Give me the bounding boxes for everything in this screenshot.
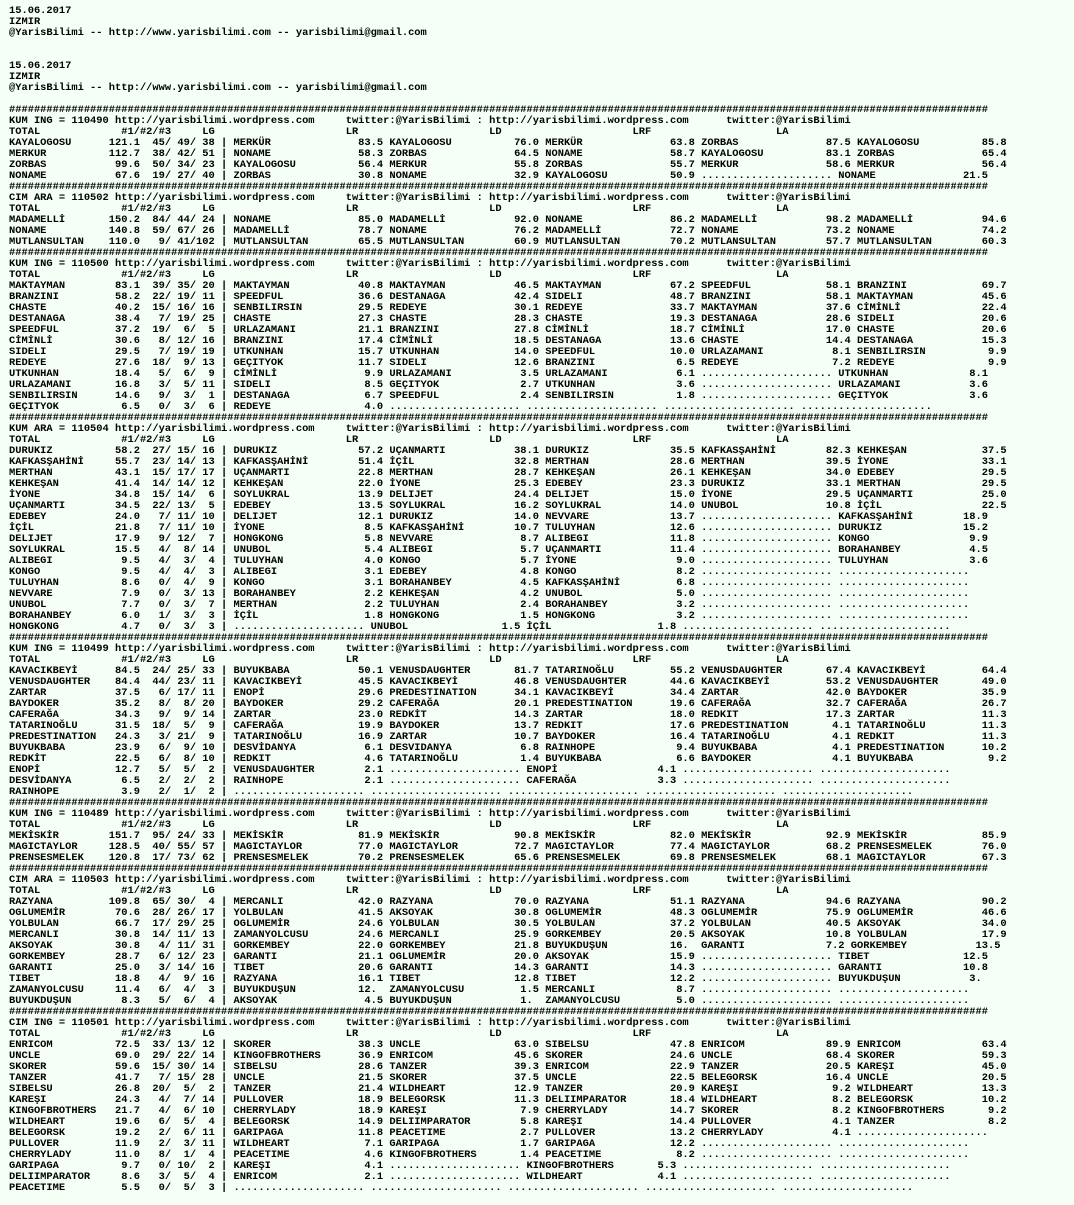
table-row: GARIPAGA 9.7 0/ 10/ 2 | KAREŞI 4.1 ..................... KINGOFBROTHERS 5.3 ..................... .....................	[9, 1160, 951, 1172]
table-row: SOYLUKRAL 15.5 4/ 8/ 14 | UNUBOL 5.4 ALIBEGI 5.7 UÇANMARTI 11.4 ..................... BORAHANBEY 4.5	[9, 544, 988, 556]
table-row: SENBILIRSIN 14.6 9/ 3/ 1 | DESTANAGA 6.7 SPEEDFUL 2.4 SENBILIRSIN 1.8 ..................... GEÇITYOK 3.6	[9, 390, 988, 402]
race-header: KUM ING = 110500 http://yarisbilimi.wordpress.com twitter:@YarisBilimi : http://yarisbilimi.wordpress.com twitter:@YarisBilimi	[9, 258, 851, 270]
section-separator: #############################################################################################################################################################	[9, 797, 988, 809]
table-row: HONGKONG 4.7 0/ 3/ 3 | ..................... UNUBOL 1.5 İÇİL 1.8 ..................... .....................	[9, 621, 951, 633]
table-row: PULLOVER 11.9 2/ 3/ 11 | WILDHEART 7.1 GARIPAGA 1.7 GARIPAGA 12.2 ..................... .....................	[9, 1138, 970, 1150]
table-row: UÇANMARTI 34.5 22/ 13/ 5 | EDEBEY 13.5 SOYLUKRAL 16.2 SOYLUKRAL 14.0 UNUBOL 10.8 İÇİL 22.5	[9, 500, 1007, 512]
table-row: DESVİDANYA 6.5 2/ 2/ 2 | RAINHOPE 2.1 ..................... CAFERAĞA 3.3 ..................... .....................	[9, 775, 951, 787]
table-row: PEACETIME 5.5 0/ 5/ 3 | ..................... ..................... ..................... ..................... .....................	[9, 1182, 914, 1194]
table-row: GORKEMBEY 28.7 6/ 12/ 23 | GARANTI 21.1 OGLUMEMİR 20.0 AKSOYAK 15.9 ..................... TIBET 12.5	[9, 951, 988, 963]
table-row: REDEYE 27.6 18/ 9/ 13 | GEÇITYOK 11.7 SIDELI 12.6 BRANZINI 6.5 REDEYE 7.2 REDEYE 9.9	[9, 357, 1007, 369]
table-row: MUTLANSULTAN 110.0 9/ 41/102 | MUTLANSULTAN 65.5 MUTLANSULTAN 60.9 MUTLANSULTAN 70.2 MUTLANSULTAN 57.7 MUTLANSULTAN 60.3	[9, 236, 1007, 248]
table-row: RAINHOPE 3.9 2/ 1/ 2 | ..................... ..................... ..................... ..................... .....................	[9, 786, 914, 798]
table-row: VENUSDAUGHTER 84.4 44/ 23/ 11 | KAVACIKBEYİ 45.5 KAVACIKBEYİ 46.8 VENUSDAUGHTER 44.6 KAVACIKBEYİ 53.2 VENUSDAUGHTER 49.0	[9, 676, 1007, 688]
table-row: EDEBEY 24.0 7/ 11/ 10 | DELIJET 12.1 DURUKIZ 14.0 NEVVARE 13.7 ..................... KAFKASŞAHİNİ 18.9	[9, 511, 988, 523]
text-line: IZMIR	[9, 71, 41, 83]
table-row: PRENSESMELEK 120.8 17/ 73/ 62 | PRENSESMELEK 70.2 PRENSESMELEK 65.6 PRENSESMELEK 69.8 PRENSESMELEK 68.1 MAGICTAYLOR 67.3	[9, 852, 1007, 864]
section-separator: #############################################################################################################################################################	[9, 863, 988, 875]
text-line: @YarisBilimi -- http://www.yarisbilimi.com -- yarisbilimi@gmail.com	[9, 82, 427, 94]
text-line	[9, 50, 1074, 61]
section-separator: #############################################################################################################################################################	[9, 181, 988, 193]
table-row: SKORER 59.6 15/ 30/ 14 | SIBELSU 28.6 TANZER 39.3 ENRICOM 22.9 TANZER 20.5 KAREŞI 45.0	[9, 1061, 1007, 1073]
table-row: BUYUKDUŞUN 8.3 5/ 6/ 4 | AKSOYAK 4.5 BUYUKDUŞUN 1. ZAMANYOLCUSU 5.0 ..................... .....................	[9, 995, 970, 1007]
table-row: TANZER 41.7 7/ 15/ 28 | UNCLE 21.5 SKORER 37.5 UNCLE 22.5 BELEGORSK 16.4 UNCLE 20.5	[9, 1072, 1007, 1084]
table-row: ENOPİ 12.7 5/ 5/ 2 | VENUSDAUGHTER 2.1 ..................... ENOPİ 4.1 ..................... .....................	[9, 764, 951, 776]
table-row: KAREŞI 24.3 4/ 7/ 14 | PULLOVER 18.9 BELEGORSK 11.3 DELIIMPARATOR 18.4 WILDHEART 8.2 BELEGORSK 10.2	[9, 1094, 1007, 1106]
race-header: CIM ING = 110501 http://yarisbilimi.wordpress.com twitter:@YarisBilimi : http://yarisbilimi.wordpress.com twitter:@YarisBilimi	[9, 1017, 851, 1029]
table-row: CHERRYLADY 11.0 8/ 1/ 4 | PEACETIME 4.6 KINGOFBROTHERS 1.4 PEACETIME 8.2 ..................... .....................	[9, 1149, 970, 1161]
table-row: BRANZINI 58.2 22/ 19/ 11 | SPEEDFUL 36.6 DESTANAGA 42.4 SIDELI 48.7 BRANZINI 58.1 MAKTAYMAN 45.6	[9, 291, 1007, 303]
table-row: CAFERAĞA 34.3 9/ 9/ 14 | ZARTAR 23.0 REDKİT 14.3 ZARTAR 18.0 REDKIT 17.3 ZARTAR 11.3	[9, 709, 1007, 721]
section-separator: #############################################################################################################################################################	[9, 632, 988, 644]
text-line: 15.06.2017	[9, 60, 72, 72]
table-row: ZARTAR 37.5 6/ 17/ 11 | ENOPİ 29.6 PREDESTINATION 34.1 KAVACIKBEYİ 34.4 ZARTAR 42.0 BAYDOKER 35.9	[9, 687, 1007, 699]
table-row: KINGOFBROTHERS 21.7 4/ 6/ 10 | CHERRYLADY 18.9 KAREŞI 7.9 CHERRYLADY 14.7 SKORER 8.2 KINGOFBROTHERS 9.2	[9, 1105, 1007, 1117]
section-separator: #############################################################################################################################################################	[9, 104, 988, 116]
table-row: KAYALOGOSU 121.1 45/ 49/ 38 | MERKÜR 83.5 KAYALOGOSU 76.0 MERKÜR 63.8 ZORBAS 87.5 KAYALOGOSU 85.8	[9, 137, 1007, 149]
table-row: MAKTAYMAN 83.1 39/ 35/ 20 | MAKTAYMAN 40.8 MAKTAYMAN 46.5 MAKTAYMAN 67.2 SPEEDFUL 58.1 BRANZINI 69.7	[9, 280, 1007, 292]
column-header: TOTAL #1/#2/#3 LG LR LD LRF LA	[9, 269, 789, 281]
table-row: DELIJET 17.9 9/ 12/ 7 | HONGKONG 5.8 NEVVARE 8.7 ALIBEGI 11.8 ..................... KONGO 9.9	[9, 533, 988, 545]
table-row: RAZYANA 109.8 65/ 30/ 4 | MERCANLI 42.0 RAZYANA 70.0 RAZYANA 51.1 RAZYANA 94.6 RAZYANA 90.2	[9, 896, 1007, 908]
table-row: ENRICOM 72.5 33/ 13/ 12 | SKORER 38.3 UNCLE 63.0 SIBELSU 47.8 ENRICOM 89.9 ENRICOM 63.4	[9, 1039, 1007, 1051]
table-row: MERKUR 112.7 38/ 42/ 51 | NONAME 58.3 ZORBAS 64.5 NONAME 58.7 KAYALOGOSU 83.1 ZORBAS 65.4	[9, 148, 1007, 160]
table-row: MADAMELLİ 150.2 84/ 44/ 24 | NONAME 85.0 MADAMELLİ 92.0 NONAME 86.2 MADAMELLİ 98.2 MADAMELLİ 94.6	[9, 214, 1007, 226]
table-row: UTKUNHAN 18.4 5/ 6/ 9 | CİMİNLİ 9.9 URLAZAMANI 3.5 URLAZAMANI 6.1 ..................... UTKUNHAN 8.1	[9, 368, 988, 380]
table-row: CHASTE 40.2 15/ 16/ 16 | SENBILIRSIN 29.5 REDEYE 30.1 REDEYE 33.7 MAKTAYMAN 37.6 CİMİNLİ 22.4	[9, 302, 1007, 314]
table-row: ZAMANYOLCUSU 11.4 6/ 4/ 3 | BUYUKDUŞUN 12. ZAMANYOLCUSU 1.5 MERCANLI 8.7 ..................... .....................	[9, 984, 970, 996]
table-row: BUYUKBABA 23.9 6/ 9/ 10 | DESVİDANYA 6.1 DESVIDANYA 6.8 RAINHOPE 9.4 BUYUKBABA 4.1 PREDESTINATION 10.2	[9, 742, 1007, 754]
table-row: NEVVARE 7.9 0/ 3/ 13 | BORAHANBEY 2.2 KEHKEŞAN 4.2 UNUBOL 5.0 ..................... .....................	[9, 588, 970, 600]
table-row: TULUYHAN 8.6 0/ 4/ 9 | KONGO 3.1 BORAHANBEY 4.5 KAFKASŞAHİNİ 6.8 ..................... .....................	[9, 577, 970, 589]
table-row: MERTHAN 43.1 15/ 17/ 17 | UÇANMARTI 22.8 MERTHAN 28.7 KEHKEŞAN 26.1 KEHKEŞAN 34.0 EDEBEY 29.5	[9, 467, 1007, 479]
text-line: IZMIR	[9, 16, 41, 28]
table-row: BORAHANBEY 6.0 1/ 3/ 3 | İÇİL 1.8 HONGKONG 1.5 HONGKONG 3.2 ..................... .....................	[9, 610, 970, 622]
column-header: TOTAL #1/#2/#3 LG LR LD LRF LA	[9, 203, 789, 215]
table-row: NONAME 140.8 59/ 67/ 26 | MADAMELLİ 78.7 NONAME 76.2 MADAMELLİ 72.7 NONAME 73.2 NONAME 74.2	[9, 225, 1007, 237]
table-row: UNUBOL 7.7 0/ 3/ 7 | MERTHAN 2.2 TULUYHAN 2.4 BORAHANBEY 3.2 ..................... .....................	[9, 599, 970, 611]
section-separator: #############################################################################################################################################################	[9, 247, 988, 259]
table-row: YOLBULAN 66.7 17/ 29/ 25 | OGLUMEMİR 24.6 YOLBULAN 30.5 YOLBULAN 37.2 YOLBULAN 40.5 AKSOYAK 34.0	[9, 918, 1007, 930]
table-row: WILDHEART 19.6 6/ 5/ 4 | BELEGORSK 14.9 DELIIMPARATOR 5.8 KAREŞI 14.4 PULLOVER 4.1 TANZER 8.2	[9, 1116, 1007, 1128]
race-header: KUM ING = 110489 http://yarisbilimi.wordpress.com twitter:@YarisBilimi : http://yarisbilimi.wordpress.com twitter:@YarisBilimi	[9, 808, 851, 820]
table-row: DURUKIZ 58.2 27/ 15/ 16 | DURUKIZ 57.2 UÇANMARTI 38.1 DURUKIZ 35.5 KAFKASŞAHİNİ 82.3 KEHKEŞAN 37.5	[9, 445, 1007, 457]
column-header: TOTAL #1/#2/#3 LG LR LD LRF LA	[9, 126, 789, 138]
table-row: TIBET 18.8 4/ 9/ 16 | RAZYANA 16.1 TIBET 12.8 TIBET 12.2 ..................... BUYUKDUŞUN 3.	[9, 973, 982, 985]
table-row: İÇİL 21.8 7/ 11/ 10 | İYONE 8.5 KAFKASŞAHİNİ 10.7 TULUYHAN 12.6 ..................... DURUKIZ 15.2	[9, 522, 988, 534]
table-row: GEÇITYOK 6.5 0/ 3/ 6 | REDEYE 4.0 ..................... ..................... ..................... .....................	[9, 401, 932, 413]
table-row: MEKİSKİR 151.7 95/ 24/ 33 | MEKİSKİR 81.9 MEKİSKİR 90.8 MEKİSKİR 82.0 MEKİSKİR 92.9 MEKİSKİR 85.9	[9, 830, 1007, 842]
table-row: MERCANLI 30.8 14/ 11/ 13 | ZAMANYOLCUSU 24.6 MERCANLI 25.9 GORKEMBEY 20.5 AKSOYAK 10.8 YOLBULAN 17.9	[9, 929, 1007, 941]
table-row: SIDELI 29.5 7/ 19/ 19 | UTKUNHAN 15.7 UTKUNHAN 14.0 SPEEDFUL 10.0 URLAZAMANI 8.1 SENBILIRSIN 9.9	[9, 346, 1007, 358]
table-row: ALIBEGI 9.5 4/ 3/ 4 | TULUYHAN 4.0 KONGO 5.7 İYONE 9.0 ..................... TULUYHAN 3.6	[9, 555, 988, 567]
race-header: CIM ARA = 110502 http://yarisbilimi.wordpress.com twitter:@YarisBilimi : http://yarisbilimi.wordpress.com twitter:@YarisBilimi	[9, 192, 851, 204]
table-row: SPEEDFUL 37.2 19/ 6/ 5 | URLAZAMANI 21.1 BRANZINI 27.8 CİMİNLİ 18.7 CİMİNLİ 17.0 CHASTE 20.6	[9, 324, 1007, 336]
table-row: NONAME 67.6 19/ 27/ 40 | ZORBAS 30.8 NONAME 32.9 KAYALOGOSU 50.9 ..................... NONAME 21.5	[9, 170, 988, 182]
table-row: KAFKASŞAHİNİ 55.7 23/ 14/ 13 | KAFKASŞAHİNİ 51.4 İÇİL 32.8 MERTHAN 28.6 MERTHAN 39.5 İYONE 33.1	[9, 456, 1007, 468]
table-row: AKSOYAK 30.8 4/ 11/ 31 | GORKEMBEY 22.0 GORKEMBEY 21.8 BUYUKDUŞUN 16. GARANTI 7.2 GORKEMBEY 13.5	[9, 940, 1001, 952]
table-row: KONGO 9.5 4/ 4/ 3 | ALIBEGI 3.1 EDEBEY 4.8 KONGO 8.2 ..................... .....................	[9, 566, 970, 578]
section-separator: #############################################################################################################################################################	[9, 1006, 988, 1018]
race-header: KUM ING = 110490 http://yarisbilimi.wordpress.com twitter:@YarisBilimi : http://yarisbilimi.wordpress.com twitter:@YarisBilimi	[9, 115, 851, 127]
table-row: KAVACIKBEYİ 84.5 24/ 25/ 33 | BUYUKBABA 50.1 VENUSDAUGHTER 81.7 TATARINOĞLU 55.2 VENUSDAUGHTER 67.4 KAVACIKBEYİ 64.4	[9, 665, 1007, 677]
column-header: TOTAL #1/#2/#3 LG LR LD LRF LA	[9, 654, 789, 666]
table-row: KEHKEŞAN 41.4 14/ 14/ 12 | KEHKEŞAN 22.0 İYONE 25.3 EDEBEY 23.3 DURUKIZ 33.1 MERTHAN 29.5	[9, 478, 1007, 490]
table-row: DESTANAGA 38.4 7/ 19/ 25 | CHASTE 27.3 CHASTE 28.3 CHASTE 19.3 DESTANAGA 28.6 SIDELI 20.6	[9, 313, 1007, 325]
table-row: SIBELSU 26.8 20/ 5/ 2 | TANZER 21.4 WILDHEART 12.9 TANZER 20.9 KAREŞI 9.2 WILDHEART 13.3	[9, 1083, 1007, 1095]
table-row: DELIIMPARATOR 8.6 3/ 5/ 4 | ENRICOM 2.1 ..................... WILDHEART 4.1 ..................... .....................	[9, 1171, 951, 1183]
column-header: TOTAL #1/#2/#3 LG LR LD LRF LA	[9, 819, 789, 831]
table-row: PREDESTINATION 24.3 3/ 21/ 9 | TATARINOĞLU 16.9 ZARTAR 10.7 BAYDOKER 16.4 TATARINOĞLU 4.1 REDKIT 11.3	[9, 731, 1007, 743]
column-header: TOTAL #1/#2/#3 LG LR LD LRF LA	[9, 885, 789, 897]
table-row: UNCLE 69.0 29/ 22/ 14 | KINGOFBROTHERS 36.9 ENRICOM 45.6 SKORER 24.6 UNCLE 68.4 SKORER 59.3	[9, 1050, 1007, 1062]
race-header: KUM ING = 110499 http://yarisbilimi.wordpress.com twitter:@YarisBilimi : http://yarisbilimi.wordpress.com twitter:@YarisBilimi	[9, 643, 851, 655]
table-row: URLAZAMANI 16.8 3/ 5/ 11 | SIDELI 8.5 GEÇITYOK 2.7 UTKUNHAN 3.6 ..................... URLAZAMANI 3.6	[9, 379, 988, 391]
table-row: CİMİNLİ 30.6 8/ 12/ 16 | BRANZINI 17.4 CİMİNLİ 18.5 DESTANAGA 13.6 CHASTE 14.4 DESTANAGA 15.3	[9, 335, 1007, 347]
table-row: BAYDOKER 35.2 8/ 8/ 20 | BAYDOKER 29.2 CAFERAĞA 20.1 PREDESTINATION 19.6 CAFERAĞA 32.7 CAFERAĞA 26.7	[9, 698, 1007, 710]
table-row: REDKİT 22.5 6/ 8/ 10 | REDKIT 4.6 TATARINOĞLU 1.4 BUYUKBABA 6.6 BAYDOKER 4.1 BUYUKBABA 9.2	[9, 753, 1007, 765]
table-row: BELEGORSK 19.2 2/ 6/ 11 | GARIPAGA 11.8 PEACETIME 2.7 PULLOVER 13.2 CHERRYLADY 4.1 .....................	[9, 1127, 988, 1139]
text-line: @YarisBilimi -- http://www.yarisbilimi.com -- yarisbilimi@gmail.com	[9, 27, 427, 39]
table-row: MAGICTAYLOR 128.5 40/ 55/ 57 | MAGICTAYLOR 77.0 MAGICTAYLOR 72.7 MAGICTAYLOR 77.4 MAGICTAYLOR 68.2 PRENSESMELEK 76.0	[9, 841, 1007, 853]
column-header: TOTAL #1/#2/#3 LG LR LD LRF LA	[9, 434, 789, 446]
table-row: OGLUMEMİR 70.6 28/ 26/ 17 | YOLBULAN 41.5 AKSOYAK 30.8 OGLUMEMİR 48.3 OGLUMEMİR 75.9 OGLUMEMİR 46.6	[9, 907, 1007, 919]
table-row: GARANTI 25.0 3/ 14/ 16 | TIBET 20.6 GARANTI 14.3 GARANTI 14.3 ..................... GARANTI 10.8	[9, 962, 988, 974]
race-header: CIM ARA = 110503 http://yarisbilimi.wordpress.com twitter:@YarisBilimi : http://yarisbilimi.wordpress.com twitter:@YarisBilimi	[9, 874, 851, 886]
table-row: ZORBAS 99.6 50/ 34/ 23 | KAYALOGOSU 56.4 MERKUR 55.8 ZORBAS 55.7 MERKUR 58.6 MERKUR 56.4	[9, 159, 1007, 171]
text-line	[9, 39, 1074, 50]
race-header: KUM ARA = 110504 http://yarisbilimi.wordpress.com twitter:@YarisBilimi : http://yarisbilimi.wordpress.com twitter:@YarisBilimi	[9, 423, 851, 435]
column-header: TOTAL #1/#2/#3 LG LR LD LRF LA	[9, 1028, 789, 1040]
table-row: TATARINOĞLU 31.5 18/ 5/ 9 | CAFERAĞA 19.9 BAYDOKER 13.7 REDKIT 17.6 PREDESTINATION 4.1 TATARINOĞLU 11.3	[9, 720, 1007, 732]
text-line: 15.06.2017	[9, 5, 72, 17]
section-separator: #############################################################################################################################################################	[9, 412, 988, 424]
table-row: İYONE 34.8 15/ 14/ 6 | SOYLUKRAL 13.9 DELIJET 24.4 DELIJET 15.0 İYONE 29.5 UÇANMARTI 25.0	[9, 489, 1007, 501]
